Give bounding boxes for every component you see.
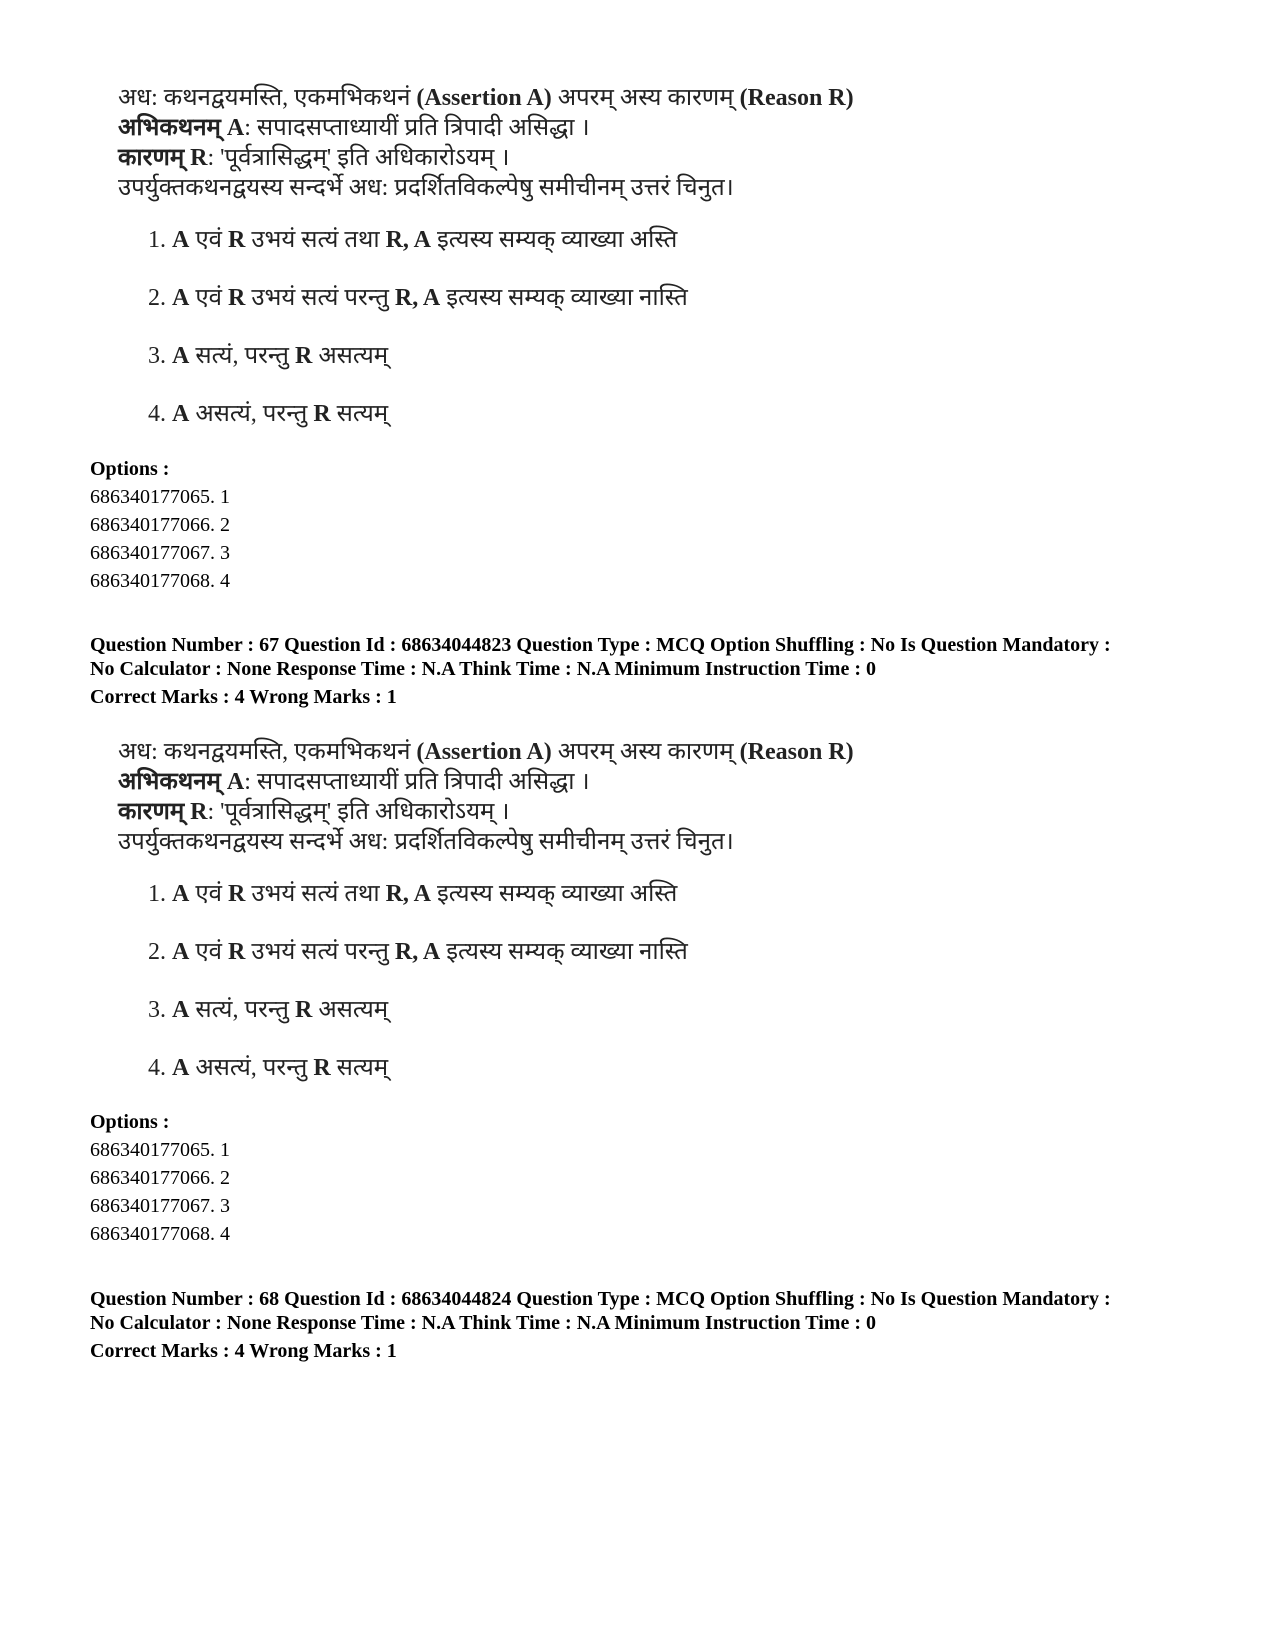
question-intro: अध: कथनद्वयमस्ति, एकमभिकथनं (Assertion A) अपरम् अस्य कारणम् (Reason R): [118, 85, 854, 111]
reason-line: कारणम् R: 'पूर्वत्रासिद्धम्' इति अधिकारोऽयम् ।: [118, 799, 510, 825]
question-meta: Question Number : 68 Question Id : 68634044824 Question Type : MCQ Option Shuffling : No Is Question Mandatory : No Calculator : None Response Time : N.A Think Time : N.A Minimum Instruction Time : 0 Correct Marks : 4 Wrong Marks : 1: [90, 1288, 1111, 1362]
question-body: [118, 737, 1118, 1111]
choice-list: [118, 879, 1118, 1111]
question-instruction: उपर्युक्तकथनद्वयस्य सन्दर्भे अध: प्रदर्शितविकल्पेषु समीचीनम् उत्तरं चिनुत।: [118, 829, 734, 855]
question-instruction: उपर्युक्तकथनद्वयस्य सन्दर्भे अध: प्रदर्शितविकल्पेषु समीचीनम् उत्तरं चिनुत।: [118, 175, 734, 201]
choice-list: [118, 225, 1118, 457]
choice-4: 4. A असत्यं, परन्तु R सत्यम्: [148, 401, 389, 427]
reason-line: कारणम् R: 'पूर्वत्रासिद्धम्' इति अधिकारोऽयम् ।: [118, 145, 510, 171]
option-item: 686340177068. 4: [90, 1223, 230, 1245]
question-intro: अध: कथनद्वयमस्ति, एकमभिकथनं (Assertion A) अपरम् अस्य कारणम् (Reason R): [118, 739, 854, 765]
choice-1: 1. A एवं R उभयं सत्यं तथा R, A इत्यस्य सम्यक् व्याख्या अस्ति: [148, 881, 678, 907]
option-item: 686340177065. 1: [90, 486, 230, 508]
option-item: 686340177067. 3: [90, 1195, 230, 1217]
option-item: 686340177066. 2: [90, 1167, 230, 1189]
choice-1: 1. A एवं R उभयं सत्यं तथा R, A इत्यस्य सम्यक् व्याख्या अस्ति: [148, 227, 678, 253]
choice-3: 3. A सत्यं, परन्तु R असत्यम्: [148, 343, 389, 369]
option-item: 686340177065. 1: [90, 1139, 230, 1161]
question-meta: Question Number : 67 Question Id : 68634044823 Question Type : MCQ Option Shuffling : No Is Question Mandatory : No Calculator : None Response Time : N.A Think Time : N.A Minimum Instruction Time : 0 Correct Marks : 4 Wrong Marks : 1: [90, 634, 1111, 708]
assertion-line: अभिकथनम् A: सपादसप्ताध्यायीं प्रति त्रिपादी असिद्धा ।: [118, 115, 590, 141]
option-item: 686340177067. 3: [90, 542, 230, 564]
options-title: Options :: [90, 1111, 170, 1133]
options-block: [90, 1108, 230, 1248]
choice-4: 4. A असत्यं, परन्तु R सत्यम्: [148, 1055, 389, 1081]
option-item: 686340177068. 4: [90, 570, 230, 592]
options-block: [90, 455, 230, 595]
choice-3: 3. A सत्यं, परन्तु R असत्यम्: [148, 997, 389, 1023]
option-item: 686340177066. 2: [90, 514, 230, 536]
choice-2: 2. A एवं R उभयं सत्यं परन्तु R, A इत्यस्य सम्यक् व्याख्या नास्ति: [148, 285, 688, 311]
question-body: [118, 83, 1118, 457]
choice-2: 2. A एवं R उभयं सत्यं परन्तु R, A इत्यस्य सम्यक् व्याख्या नास्ति: [148, 939, 688, 965]
options-title: Options :: [90, 458, 170, 480]
assertion-line: अभिकथनम् A: सपादसप्ताध्यायीं प्रति त्रिपादी असिद्धा ।: [118, 769, 590, 795]
